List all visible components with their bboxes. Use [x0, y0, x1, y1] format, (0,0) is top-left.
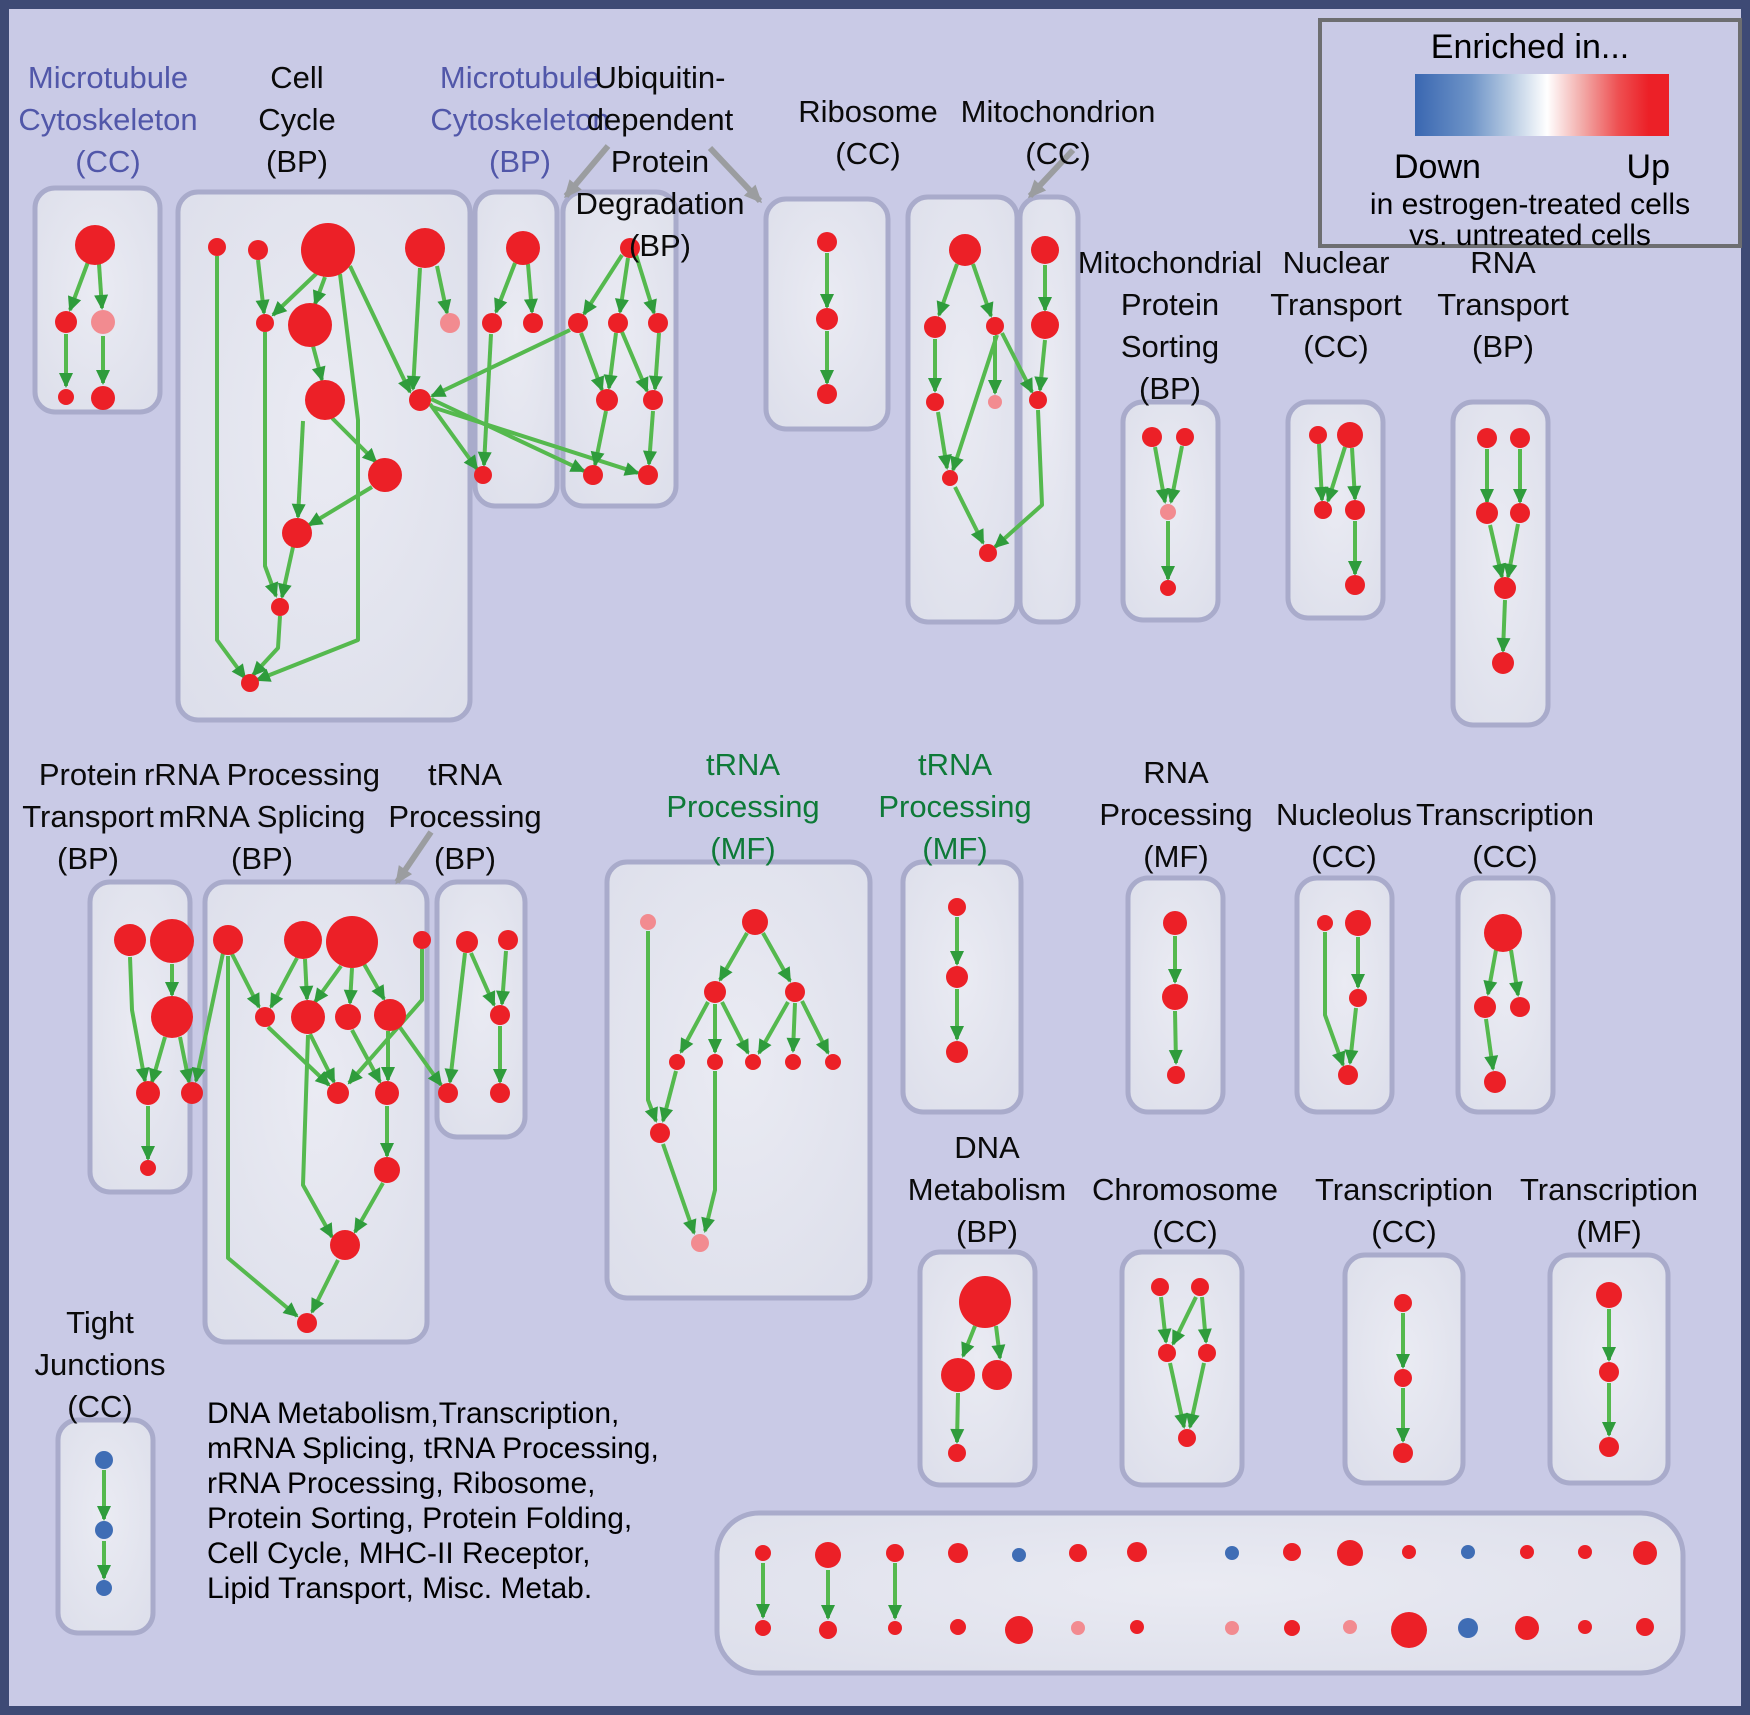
label-line: (BP) — [433, 841, 496, 876]
go-term-node — [150, 919, 194, 963]
go-term-node — [1349, 989, 1367, 1007]
label-line: tRNA — [705, 747, 781, 782]
go-term-node — [596, 389, 618, 411]
label-line: Ribosome — [798, 94, 938, 129]
go-term-node — [1167, 1066, 1185, 1084]
caption-line: Cell Cycle, MHC-II Receptor, — [207, 1537, 591, 1570]
go-term-node — [482, 313, 502, 333]
rrna-processing-mrna-splicing-bp-label — [144, 754, 380, 880]
go-term-node — [819, 1621, 837, 1639]
go-term-node — [785, 982, 805, 1002]
cell-cycle-bp-label — [258, 57, 336, 183]
go-term-node — [374, 1157, 400, 1183]
go-term-node — [816, 308, 838, 330]
label-line: dependent — [586, 102, 734, 137]
go-term-node — [815, 1542, 841, 1568]
go-term-node — [368, 458, 402, 492]
go-term-node — [1284, 1620, 1300, 1636]
go-term-node — [1130, 1620, 1144, 1634]
go-term-node — [140, 1160, 156, 1176]
ubiquitin-dependent-protein-degradation-bp-label — [576, 57, 745, 267]
go-term-node — [1578, 1545, 1592, 1559]
label-line: Chromosome — [1091, 1172, 1279, 1207]
label-line: Transcription — [1314, 1172, 1494, 1207]
go-term-node — [825, 1054, 841, 1070]
go-term-node — [1160, 504, 1176, 520]
label-line: (MF) — [1143, 839, 1209, 874]
go-term-node — [1477, 428, 1497, 448]
label-line: Ubiquitin- — [594, 60, 726, 95]
go-term-node — [1474, 996, 1496, 1018]
go-term-node — [1494, 577, 1516, 599]
go-term-node — [375, 1081, 399, 1105]
label-line: tRNA — [427, 757, 503, 792]
go-term-node — [1031, 311, 1059, 339]
label-line: Cell — [270, 60, 324, 95]
go-term-node — [335, 1004, 361, 1030]
go-term-node — [640, 914, 656, 930]
label-line: (CC) — [1472, 839, 1538, 874]
caption-line: rRNA Processing, Ribosome, — [207, 1467, 596, 1500]
go-term-node — [474, 466, 492, 484]
label-line: (CC) — [835, 136, 901, 171]
label-line: Nuclear — [1282, 245, 1390, 280]
go-term-node — [1178, 1429, 1196, 1447]
trna-processing-bp-label — [388, 754, 541, 880]
label-line: (BP) — [265, 144, 328, 179]
go-term-node — [704, 981, 726, 1003]
go-term-node — [1492, 652, 1514, 674]
go-term-node — [986, 317, 1004, 335]
go-term-node — [1127, 1542, 1147, 1562]
go-term-node — [583, 465, 603, 485]
go-term-node — [58, 389, 74, 405]
label-line: Nucleolus — [1275, 797, 1413, 832]
label-line: Cytoskeleton — [430, 102, 610, 137]
go-term-node — [886, 1544, 904, 1562]
label-line: Sorting — [1120, 329, 1220, 364]
go-term-node — [1484, 1071, 1506, 1093]
label-line: mRNA Splicing — [158, 799, 366, 834]
go-term-node — [948, 898, 966, 916]
go-term-node — [979, 544, 997, 562]
legend-title: Enriched in... — [1430, 28, 1630, 66]
label-line: (MF) — [922, 831, 988, 866]
label-line: Metabolism — [907, 1172, 1067, 1207]
go-term-node — [1633, 1541, 1657, 1565]
go-term-node — [91, 310, 115, 334]
go-term-node — [1578, 1620, 1592, 1634]
label-line: (BP) — [489, 144, 551, 179]
go-term-node — [409, 389, 431, 411]
go-term-node — [1198, 1344, 1216, 1362]
protein-transport-bp-label — [22, 754, 154, 880]
go-term-node — [755, 1545, 771, 1561]
trna-processing-mf-large-label — [666, 744, 819, 870]
go-term-node — [506, 231, 540, 265]
label-line: (BP) — [56, 841, 119, 876]
go-term-node — [327, 1082, 349, 1104]
edge-arrow — [957, 1393, 958, 1442]
edge-arrow — [305, 959, 307, 999]
go-term-node — [1142, 427, 1162, 447]
label-line: Processing — [878, 789, 1032, 824]
go-term-node — [1162, 984, 1188, 1010]
go-term-node — [1283, 1543, 1301, 1561]
label-line: (BP) — [1139, 371, 1201, 406]
go-term-node — [648, 313, 668, 333]
go-term-node — [982, 1360, 1012, 1390]
go-term-node — [1394, 1294, 1412, 1312]
transcription-cc-upper-box — [1458, 878, 1553, 1112]
go-term-node — [608, 313, 628, 333]
go-term-node — [707, 1054, 723, 1070]
go-term-node — [1029, 391, 1047, 409]
go-term-node — [405, 228, 445, 268]
go-term-node — [438, 1083, 458, 1103]
go-term-node — [1402, 1545, 1416, 1559]
go-term-node — [1031, 236, 1059, 264]
nucleolus-cc-label — [1276, 794, 1412, 878]
go-term-node — [1345, 500, 1365, 520]
go-term-node — [91, 386, 115, 410]
go-term-node — [1151, 1278, 1169, 1296]
go-term-node — [282, 518, 312, 548]
go-term-node — [1510, 997, 1530, 1017]
go-term-node — [1461, 1545, 1475, 1559]
legend-up-label: Up — [1626, 148, 1670, 186]
go-term-node — [241, 674, 259, 692]
go-term-node — [745, 1054, 761, 1070]
label-line: (CC) — [1303, 329, 1369, 364]
go-term-node — [948, 1444, 966, 1462]
chromosome-cc-box — [1122, 1252, 1242, 1485]
label-line: Cycle — [258, 102, 336, 137]
go-term-node — [817, 232, 837, 252]
rna-transport-bp-label — [1437, 242, 1569, 368]
tight-junctions-cc-label — [35, 1302, 166, 1428]
go-term-node — [288, 303, 332, 347]
go-term-node — [1005, 1616, 1033, 1644]
go-term-node — [691, 1234, 709, 1252]
go-term-node — [1071, 1621, 1085, 1635]
go-term-node — [1176, 428, 1194, 446]
trna-processing-mf-small-box — [903, 862, 1021, 1112]
go-term-node — [136, 1081, 160, 1105]
go-term-node — [926, 393, 944, 411]
edge-arrow — [1503, 600, 1505, 651]
go-term-node — [1225, 1621, 1239, 1635]
go-term-node — [440, 313, 460, 333]
go-term-node — [490, 1005, 510, 1025]
go-term-node — [785, 1054, 801, 1070]
go-term-node — [946, 966, 968, 988]
go-term-node — [924, 316, 946, 338]
go-term-node — [213, 925, 243, 955]
go-term-node — [1599, 1437, 1619, 1457]
label-line: Junctions — [34, 1347, 166, 1382]
go-term-node — [948, 1543, 968, 1563]
go-term-node — [305, 380, 345, 420]
go-term-node — [817, 384, 837, 404]
transcription-cc-lower-label — [1315, 1169, 1493, 1253]
microtubule-cytoskeleton-cc-label — [18, 57, 197, 183]
go-term-node — [1337, 422, 1363, 448]
go-term-node — [1394, 1369, 1412, 1387]
go-term-node — [1484, 914, 1522, 952]
go-term-node — [55, 311, 77, 333]
label-line: (CC) — [1371, 1214, 1437, 1249]
label-line: RNA — [1470, 245, 1536, 280]
go-term-node — [1510, 503, 1530, 523]
go-term-node — [1191, 1278, 1209, 1296]
go-term-node — [1520, 1545, 1534, 1559]
legend-subtitle-line2: vs. untreated cells — [1409, 219, 1651, 252]
go-term-node — [413, 931, 431, 949]
label-line: Cytoskeleton — [18, 102, 198, 137]
go-term-node — [208, 238, 226, 256]
label-line: Transport — [1270, 287, 1402, 322]
go-term-node — [1345, 910, 1371, 936]
go-term-node — [742, 909, 768, 935]
label-line: (MF) — [710, 831, 776, 866]
label-line: Mitochondrion — [960, 94, 1156, 129]
caption-line: Lipid Transport, Misc. Metab. — [207, 1572, 593, 1605]
go-term-node — [1317, 915, 1333, 931]
go-term-node — [1309, 426, 1327, 444]
dna-metabolism-bp-label — [908, 1127, 1067, 1253]
misc-categories-caption — [207, 1396, 659, 1606]
go-term-node — [95, 1521, 113, 1539]
go-term-node — [490, 1083, 510, 1103]
go-term-node — [1012, 1548, 1026, 1562]
go-term-node — [498, 930, 518, 950]
label-line: Processing — [388, 799, 542, 834]
ribosome-cc-label — [798, 91, 938, 175]
go-term-node — [330, 1230, 360, 1260]
go-term-node — [1391, 1612, 1427, 1648]
go-term-node — [255, 1007, 275, 1027]
label-line: Transcription — [1415, 797, 1595, 832]
label-line: Degradation — [575, 186, 745, 221]
label-line: (CC) — [1152, 1214, 1218, 1249]
go-term-node — [1458, 1618, 1478, 1638]
go-term-node — [1599, 1362, 1619, 1382]
go-term-node — [181, 1082, 203, 1104]
go-term-node — [950, 1619, 966, 1635]
misc-categories-box — [717, 1513, 1683, 1673]
label-line: (BP) — [629, 228, 691, 263]
label-line: Microtubule — [27, 60, 189, 95]
go-term-node — [326, 916, 378, 968]
label-line: Protein — [610, 144, 710, 179]
go-term-node — [988, 395, 1002, 409]
go-term-node — [941, 1358, 975, 1392]
nuclear-transport-cc-label — [1270, 242, 1402, 368]
label-line: Transport — [1437, 287, 1569, 322]
label-line: Transport — [22, 799, 154, 834]
label-line: DNA — [954, 1130, 1020, 1165]
go-term-node — [1636, 1618, 1654, 1636]
label-line: Processing — [666, 789, 820, 824]
label-line: Tight — [66, 1305, 134, 1340]
go-term-node — [151, 996, 193, 1038]
label-line: Processing — [1099, 797, 1253, 832]
transcription-mf-label — [1520, 1169, 1698, 1253]
go-term-node — [75, 225, 115, 265]
go-term-node — [1158, 1344, 1176, 1362]
legend — [1318, 18, 1742, 252]
chromosome-cc-label — [1092, 1169, 1278, 1253]
microtubule-cytoskeleton-cc-box — [35, 188, 160, 412]
legend-down-label: Down — [1394, 148, 1481, 186]
mitochondrion-cc-label — [961, 91, 1156, 175]
go-term-node — [456, 931, 478, 953]
nuclear-transport-cc-box — [1288, 402, 1383, 618]
label-line: rRNA Processing — [143, 757, 381, 792]
go-term-node — [1160, 580, 1176, 596]
go-term-node — [643, 390, 663, 410]
legend-gradient-bar — [1415, 74, 1669, 136]
go-term-node — [1596, 1282, 1622, 1308]
go-term-node — [1225, 1546, 1239, 1560]
label-line: Protein — [1120, 287, 1220, 322]
go-term-node — [755, 1620, 771, 1636]
caption-line: Protein Sorting, Protein Folding, — [207, 1502, 633, 1535]
go-term-node — [95, 1451, 113, 1469]
legend-subtitle-line1: in estrogen-treated cells — [1369, 188, 1691, 221]
go-term-node — [1515, 1616, 1539, 1640]
go-term-node — [114, 924, 146, 956]
go-term-node — [1337, 1540, 1363, 1566]
edge-arrow — [350, 968, 352, 1003]
label-line: (BP) — [956, 1214, 1018, 1249]
go-term-node — [523, 313, 543, 333]
go-term-node — [1069, 1544, 1087, 1562]
edge-arrow — [1175, 1011, 1176, 1063]
go-term-node — [888, 1621, 902, 1635]
label-line: Protein — [38, 757, 138, 792]
go-term-node — [271, 598, 289, 616]
go-term-node — [959, 1276, 1011, 1328]
go-term-node — [1393, 1443, 1413, 1463]
go-term-node — [1510, 428, 1530, 448]
label-line: Mitochondrial — [1077, 245, 1263, 280]
go-term-node — [1338, 1065, 1358, 1085]
label-line: (CC) — [67, 1389, 133, 1424]
go-term-node — [946, 1041, 968, 1063]
go-term-node — [1163, 911, 1187, 935]
label-line: (CC) — [1311, 839, 1377, 874]
transcription-cc-upper-label — [1416, 794, 1594, 878]
label-line: Transcription — [1519, 1172, 1699, 1207]
go-term-node — [650, 1123, 670, 1143]
go-term-node — [284, 921, 322, 959]
go-term-node — [949, 234, 981, 266]
label-line: tRNA — [917, 747, 993, 782]
go-term-node — [256, 314, 274, 332]
go-term-node — [96, 1580, 112, 1596]
go-term-node — [1343, 1620, 1357, 1634]
go-term-node — [301, 223, 355, 277]
label-line: (BP) — [231, 841, 293, 876]
rna-processing-mf-label — [1099, 752, 1252, 878]
label-line: Microtubule — [439, 60, 601, 95]
go-term-node — [669, 1054, 685, 1070]
trna-processing-mf-small-label — [878, 744, 1031, 870]
caption-line: mRNA Splicing, tRNA Processing, — [207, 1432, 659, 1465]
go-term-node — [568, 313, 588, 333]
go-term-node — [1345, 575, 1365, 595]
edge-arrow — [793, 1003, 795, 1051]
label-line: (MF) — [1576, 1214, 1642, 1249]
label-line: (CC) — [75, 144, 141, 179]
label-line: (CC) — [1025, 136, 1091, 171]
go-term-node — [1476, 502, 1498, 524]
go-term-node — [297, 1313, 317, 1333]
mitochondrial-protein-sorting-bp-label — [1078, 242, 1262, 410]
go-term-node — [291, 1000, 325, 1034]
go-term-node — [942, 470, 958, 486]
go-term-node — [1314, 501, 1332, 519]
go-term-node — [248, 240, 268, 260]
go-term-node — [638, 465, 658, 485]
label-line: RNA — [1143, 755, 1209, 790]
label-line: (BP) — [1471, 329, 1534, 364]
caption-line: DNA Metabolism,Transcription, — [207, 1397, 620, 1430]
go-term-node — [374, 999, 406, 1031]
